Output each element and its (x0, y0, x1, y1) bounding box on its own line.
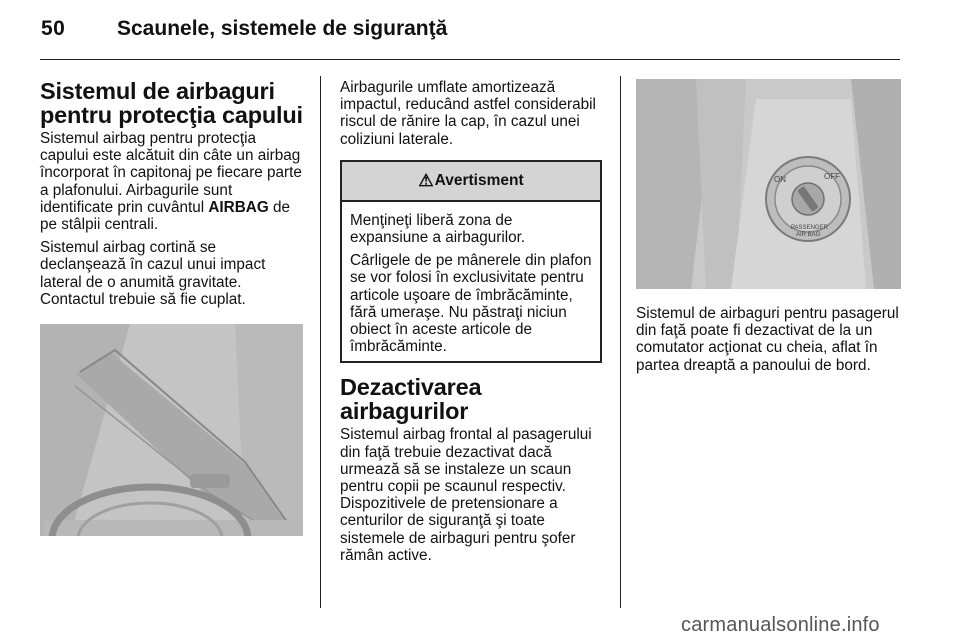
warning-text-1: Menţineţi liberă zona de expansiune a airbagurilor. (350, 211, 526, 247)
a-pillar-airbag-photo (40, 324, 303, 536)
column-1 (40, 79, 305, 536)
warning-body (342, 202, 600, 362)
key-switch-illustration (636, 79, 901, 289)
head-airbag-description-tail: de pe stâlpii centrali. (40, 198, 290, 234)
section-title-head-airbag (40, 79, 305, 127)
column-3 (636, 79, 904, 374)
warning-text-2: Cârligele de pe mânerele din plafon se vor folosi în exclusivitate pentru articole uşoare de îmbrăcăminte, fără umeraşe. Nu păstraţi niciun obiect în aceste articole de îmbrăcăminte. (350, 252, 592, 356)
section-title-deactivation: Dezactivarea airbagurilor (340, 374, 482, 425)
switch-passenger-label: PASSENGER (791, 225, 828, 231)
airbag-intro-text: Airbagurile umflate amortizează impactul, reducând astfel considerabil riscul de rănire la cap, în cazul unei coliziuni laterale. (340, 79, 596, 148)
airbag-keyword: AIRBAG (208, 198, 269, 216)
passenger-airbag-switch-text: Sistemul de airbaguri pentru pasagerul din faţă poate fi dezactivat de la un comutator acţionat cu cheia, aflat în partea dreaptă a panoului de bord. (636, 305, 899, 374)
warning-box (340, 160, 602, 364)
header-rule (40, 59, 900, 60)
switch-airbag-label: AIR BAG (796, 232, 821, 238)
column-divider-left (320, 76, 321, 608)
column-2 (340, 79, 604, 564)
section-title-line-2: pentru protecţia capului (40, 102, 303, 128)
page-number: 50 (41, 17, 66, 40)
switch-off-label: OFF (824, 172, 840, 181)
warning-header (342, 162, 600, 202)
section-title-line-1: Sistemul de airbaguri (40, 78, 275, 104)
airbag-key-switch-photo (636, 79, 901, 289)
watermark: carmanualsonline.info (681, 614, 880, 636)
curtain-airbag-deployment-text: Sistemul airbag cortină se declanşează în cazul unui impact lateral de o anumită gravitate. Contactul trebuie să fie cuplat. (40, 239, 266, 308)
warning-triangle-icon: ⚠ (418, 170, 434, 190)
deactivation-text: Sistemul airbag frontal al pasagerului din faţă trebuie dezactivat dacă urmează să se instaleze un scaun pentru copii pe scaunul respectiv. Dispozitivele de pretensionare a centurilor de siguranţă şi toate sistemele de airbaguri pentru şofer rămân active. (340, 426, 592, 564)
warning-title: Avertisment (434, 171, 524, 189)
page-header-title: Scaunele, sistemele de siguranţă (117, 17, 448, 40)
head-airbag-description-text: Sistemul airbag pentru protecţia capului este alcătuit din câte un airbag încorporat în capitonaj pe fiecare parte a plafonului. Airbagurile sunt identificate prin cuvântul (40, 130, 302, 216)
switch-on-label: ON (774, 175, 786, 184)
a-pillar-airbag-illustration (40, 324, 303, 536)
column-divider-right (620, 76, 621, 608)
head-airbag-description (40, 130, 305, 233)
